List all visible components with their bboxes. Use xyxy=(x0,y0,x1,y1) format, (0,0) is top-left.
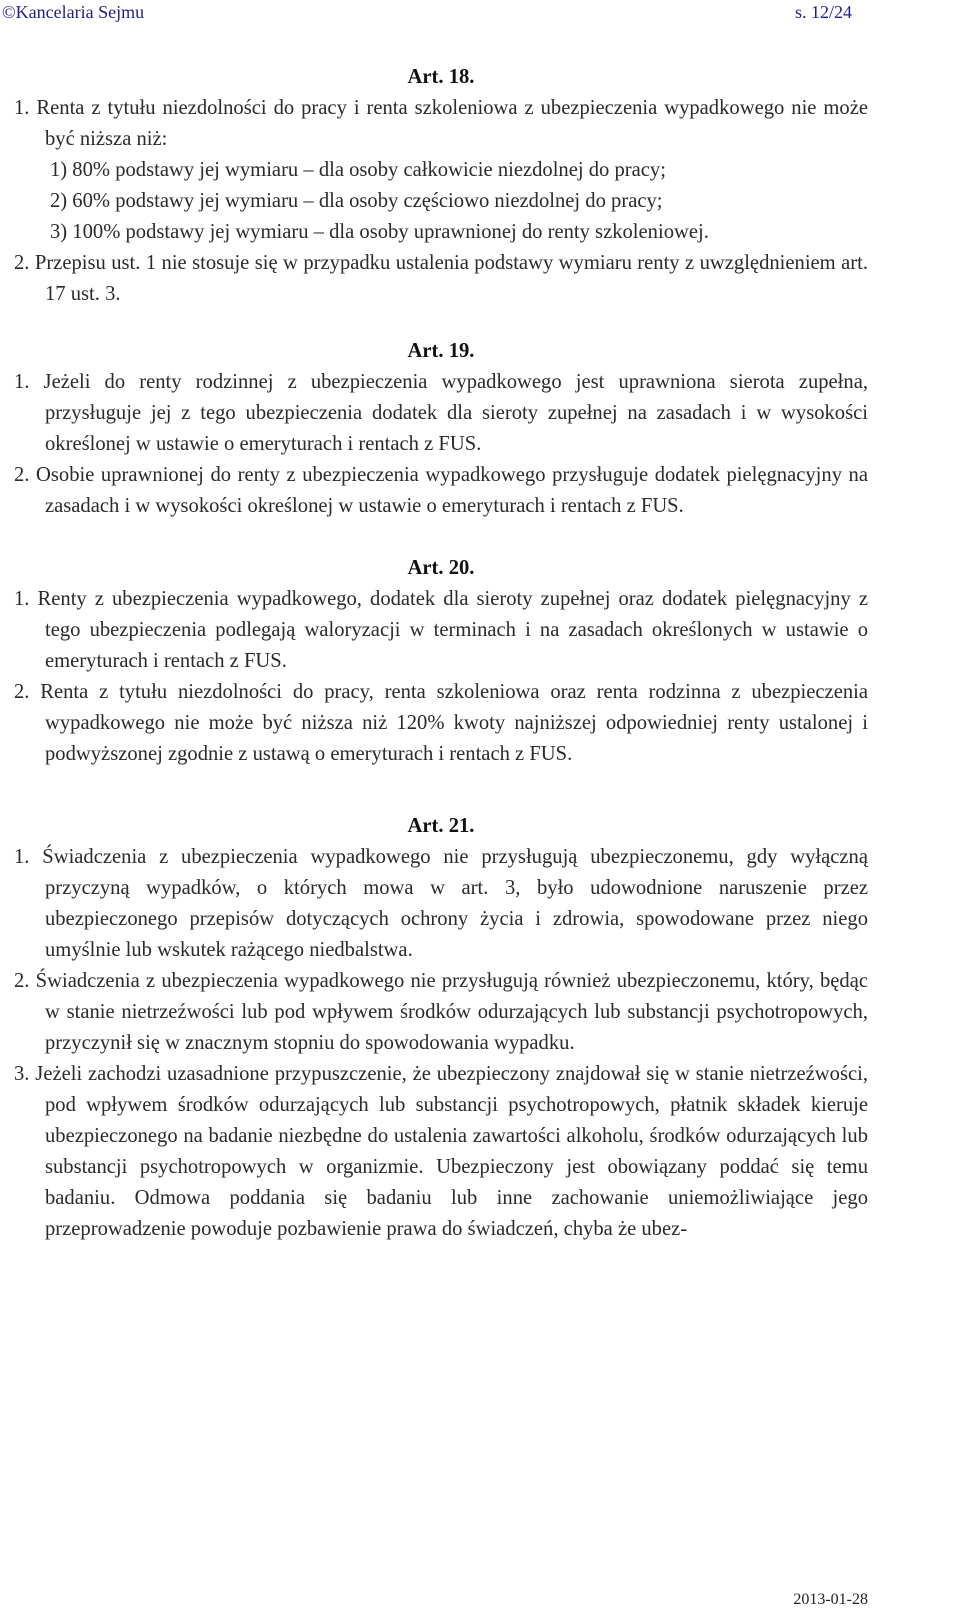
paragraph: 1. Renta z tytułu niezdolności do pracy i renta szkoleniowa z ubezpieczenia wypadkowego nie może być niższa niż: xyxy=(14,97,868,150)
article-19 xyxy=(14,336,868,522)
list-item: 2) 60% podstawy jej wymiaru – dla osoby częściowo niezdolnej do pracy; xyxy=(50,190,663,212)
spacer xyxy=(14,522,868,553)
copyright-label: ©Kancelaria Sejmu xyxy=(2,2,145,22)
article-20 xyxy=(14,553,868,770)
page-number: s. 12/24 xyxy=(794,2,852,22)
page-header xyxy=(0,0,960,30)
paragraph: 1. Świadczenia z ubezpieczenia wypadkowego nie przysługują ubezpieczonemu, gdy wyłączną przyczyną wypadków, o których mowa w art. 3, było udowodnione naruszenie przez ubezpieczonego przepisów dotyczących ochrony życia i zdrowia, spowodowane przez niego umyślnie lub wskutek rażącego niedbalstwa. xyxy=(14,846,868,961)
paragraph: 3. Jeżeli zachodzi uzasadnione przypuszczenie, że ubezpieczony znajdował się w stanie nietrzeźwości, pod wpływem środków odurzających lub substancji psychotropowych, płatnik składek kieruje ubezpieczonego na badanie niezbędne do ustalenia zawartości alkoholu, środków odurzających lub substancji psychotropowych w organizmie. Ubezpieczony jest obowiązany poddać się temu badaniu. Odmowa poddania się badaniu lub inne zachowanie uniemożliwiające jego przeprowadzenie powoduje pozbawienie prawa do świadczeń, chyba że ubez- xyxy=(14,1063,868,1240)
paragraph: 2. Osobie uprawnionej do renty z ubezpieczenia wypadkowego przysługuje dodatek pielęgnacyjny na zasadach i w wysokości określonej w ustawie o emeryturach i rentach z FUS. xyxy=(14,464,868,517)
paragraph: 2. Przepisu ust. 1 nie stosuje się w przypadku ustalenia podstawy wymiaru renty z uwzględnieniem art. 17 ust. 3. xyxy=(14,252,868,305)
spacer xyxy=(14,310,868,336)
article-18 xyxy=(14,62,868,310)
article-21 xyxy=(14,811,868,1245)
paragraph: 1. Jeżeli do renty rodzinnej z ubezpieczenia wypadkowego jest uprawniona sierota zupełna, przysługuje jej z tego ubezpieczenia dodatek dla sieroty zupełnej na zasadach i w wysokości określonej w ustawie o emeryturach i rentach z FUS. xyxy=(14,371,868,455)
list-item: 3) 100% podstawy jej wymiaru – dla osoby uprawnionej do renty szkoleniowej. xyxy=(50,221,709,243)
document-date: 2013-01-28 xyxy=(793,1591,868,1608)
article-title: Art. 18. xyxy=(407,66,475,88)
paragraph: 2. Renta z tytułu niezdolności do pracy, renta szkoleniowa oraz renta rodzinna z ubezpieczenia wypadkowego nie może być niższa niż 120% kwoty najniższej odpowiedniej renty ustalonej i podwyższonej zgodnie z ustawą o emeryturach i rentach z FUS. xyxy=(14,681,868,765)
document-body xyxy=(14,62,868,1245)
paragraph: 1. Renty z ubezpieczenia wypadkowego, dodatek dla sieroty zupełnej oraz dodatek pielęgnacyjny z tego ubezpieczenia podlegają waloryzacji w terminach i na zasadach określonych w ustawie o emeryturach i rentach z FUS. xyxy=(14,588,868,672)
article-title: Art. 21. xyxy=(407,815,475,837)
paragraph: 2. Świadczenia z ubezpieczenia wypadkowego nie przysługują również ubezpieczonemu, który, będąc w stanie nietrzeźwości lub pod wpływem środków odurzających lub substancji psychotropowych, przyczynił się w znacznym stopniu do spowodowania wypadku. xyxy=(14,970,868,1054)
list-item: 1) 80% podstawy jej wymiaru – dla osoby całkowicie niezdolnej do pracy; xyxy=(50,159,666,181)
article-title: Art. 20. xyxy=(407,557,475,579)
article-title: Art. 19. xyxy=(407,340,475,362)
spacer xyxy=(14,770,868,811)
